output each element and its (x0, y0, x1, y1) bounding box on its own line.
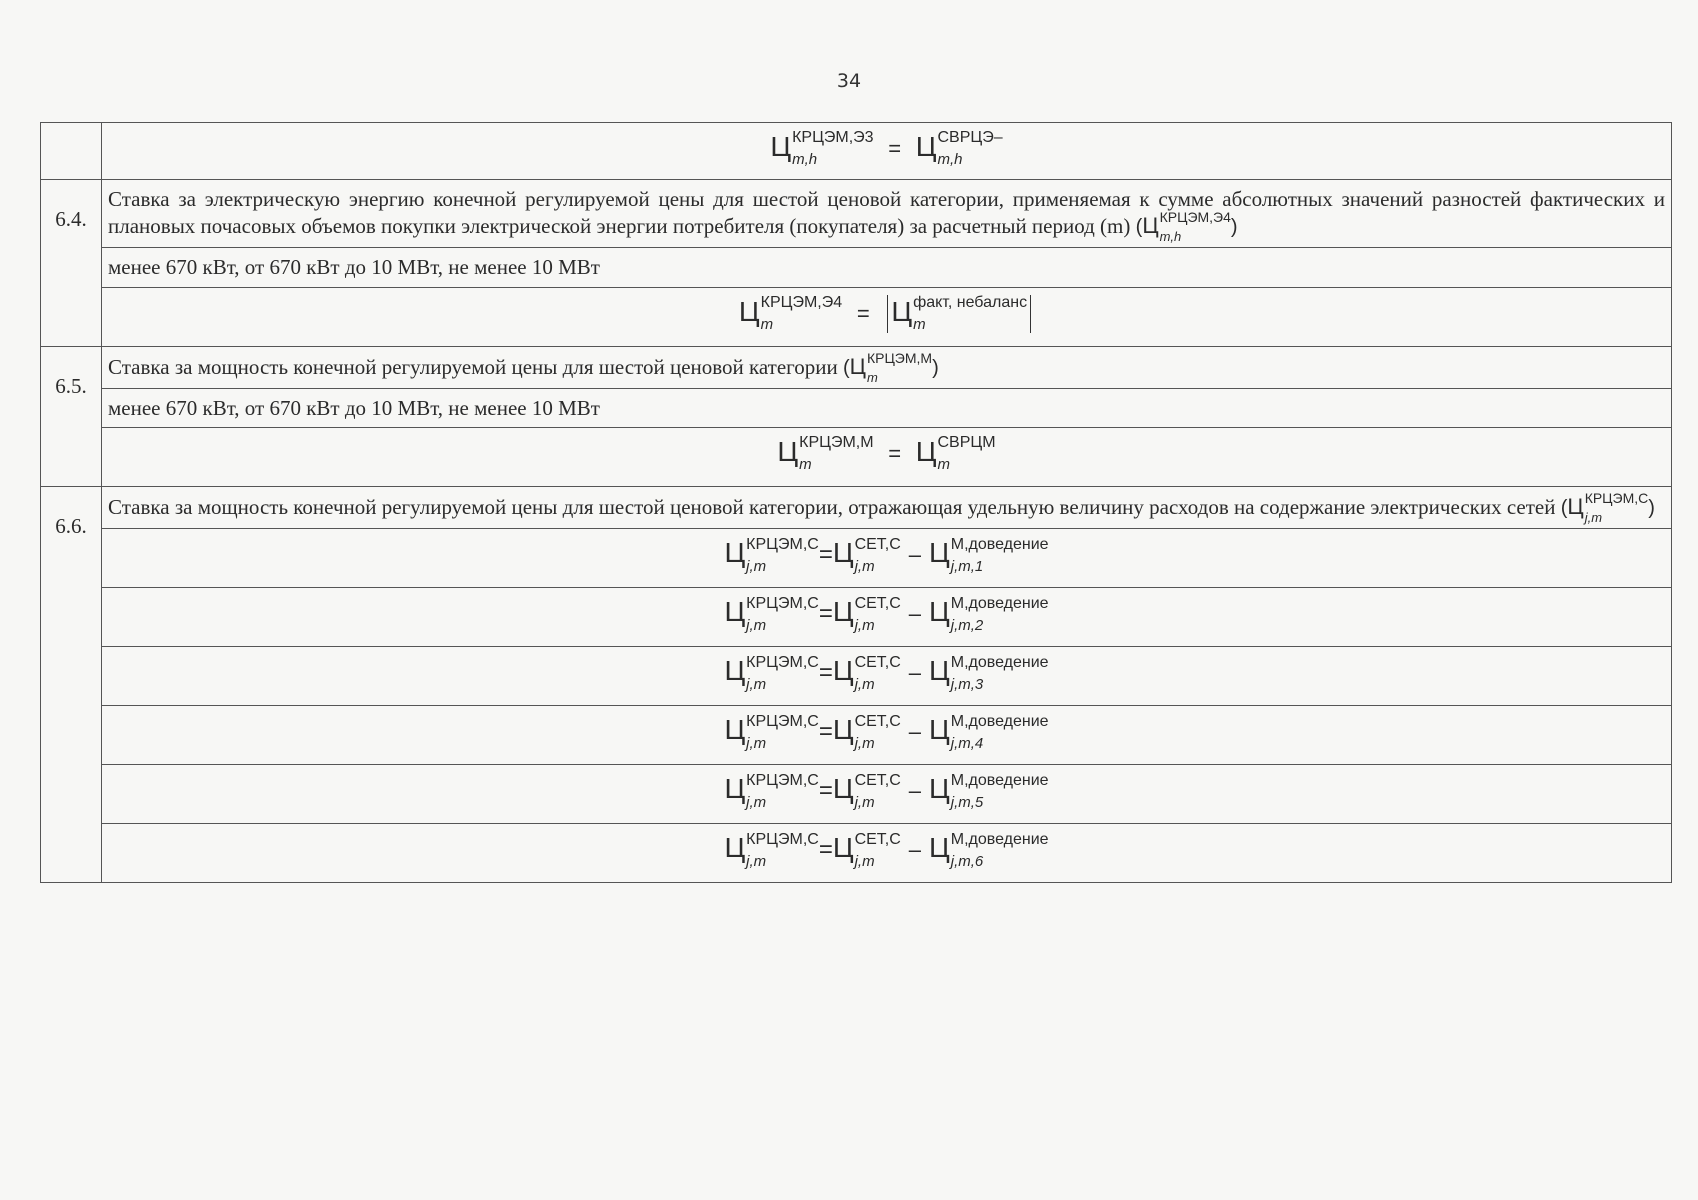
formula-6-6-5: Ц КРЦЭМ,С j,m =Ц СЕТ,С j,m – Ц М,доведение j,m,5 (724, 771, 1049, 811)
table-row (41, 706, 1672, 765)
table-row (41, 824, 1672, 883)
table-row (41, 123, 1672, 180)
description-text: Ставка за мощность конечной регулируемой цены для шестой ценовой категории, отражающая удельную величину расходов на содержание электрических сетей (108, 495, 1556, 520)
formula-cell (102, 824, 1672, 883)
formula-cell (102, 123, 1672, 180)
section-number: 6.6. (41, 487, 102, 883)
formula-6-6-3: Ц КРЦЭМ,С j,m =Ц СЕТ,С j,m – Ц М,доведение j,m,3 (724, 653, 1049, 693)
formula-cell (102, 428, 1672, 487)
formula-cell (102, 588, 1672, 647)
table-row (41, 529, 1672, 588)
description-text: Ставка за мощность конечной регулируемой цены для шестой ценовой категории (108, 354, 838, 379)
table-row (41, 346, 1672, 388)
page-number: 34 (836, 70, 862, 92)
formula-cell (102, 529, 1672, 588)
formula-cell (102, 706, 1672, 765)
abs-bar-right (1030, 295, 1031, 333)
formula-cell (102, 287, 1672, 346)
tariff-table (40, 122, 1672, 883)
table-row (41, 647, 1672, 706)
section-description (102, 487, 1672, 529)
formula-top: Ц КРЦЭМ,Э3 m,h = Ц СВРЦЭ– m,h (770, 129, 1003, 169)
formula-6-6-2: Ц КРЦЭМ,С j,m =Ц СЕТ,С j,m – Ц М,доведение j,m,2 (724, 594, 1049, 634)
inline-formula: (Ц КРЦЭМ,М m ) (843, 349, 939, 385)
table-row (41, 287, 1672, 346)
power-range: менее 670 кВт, от 670 кВт до 10 МВт, не менее 10 МВт (102, 388, 1672, 427)
formula-6-6-6: Ц КРЦЭМ,С j,m =Ц СЕТ,С j,m – Ц М,доведение j,m,6 (724, 830, 1049, 870)
formula-6-4: Ц КРЦЭМ,Э4 m = Ц факт, небаланс m (739, 294, 1034, 334)
section-description (102, 180, 1672, 248)
table-row (41, 248, 1672, 287)
table-row (41, 388, 1672, 427)
formula-6-6-1: Ц КРЦЭМ,С j,m =Ц СЕТ,С j,m – Ц М,доведение j,m,1 (724, 535, 1049, 575)
inline-formula: (Ц КРЦЭМ,С j,m ) (1560, 490, 1655, 526)
section-number: 6.5. (41, 346, 102, 486)
power-range: менее 670 кВт, от 670 кВт до 10 МВт, не менее 10 МВт (102, 248, 1672, 287)
number-cell (41, 123, 102, 180)
formula-6-5: Ц КРЦЭМ,М m = Ц СВРЦМ m (777, 434, 996, 474)
inline-formula: (Ц КРЦЭМ,Э4 m,h ) (1135, 209, 1238, 245)
formula-6-6-4: Ц КРЦЭМ,С j,m =Ц СЕТ,С j,m – Ц М,доведение j,m,4 (724, 712, 1049, 752)
abs-bar-left (887, 295, 888, 333)
table-row (41, 588, 1672, 647)
section-number: 6.4. (41, 180, 102, 347)
formula-cell (102, 765, 1672, 824)
table-row (41, 487, 1672, 529)
table-row (41, 428, 1672, 487)
description-text: Ставка за электрическую энергию конечной регулируемой цены для шестой ценовой категории, применяемая к сумме абсолютных значений разностей фактических и плановых почасовых объемов покупки электрической энергии потребителя (покупателя) за расчетный период (m) (108, 187, 1665, 239)
table-row (41, 180, 1672, 248)
formula-cell (102, 647, 1672, 706)
section-description (102, 346, 1672, 388)
table-row (41, 765, 1672, 824)
